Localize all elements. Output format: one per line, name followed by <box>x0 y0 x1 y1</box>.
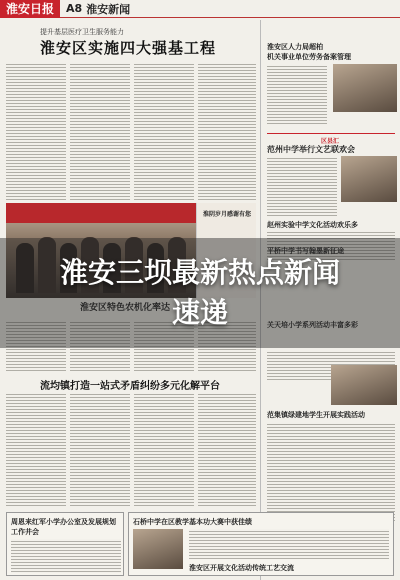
main-kicker: 提升基层医疗卫生服务能力 <box>40 28 124 36</box>
sidebar-headline-4: 平桥中学书写翰墨新征途 <box>267 247 344 255</box>
text-column <box>11 539 121 573</box>
text-column <box>134 62 194 200</box>
sidebar-headline-5: 关天培小学系列活动丰富多彩 <box>267 321 358 329</box>
title-overlay <box>0 238 400 348</box>
overlay-title: 淮安三坝最新热点新闻速递 <box>59 256 340 329</box>
edition-name: 淮安新闻 <box>86 2 131 16</box>
text-column <box>134 392 194 507</box>
lower-headline: 流均镇打造一站式矛盾纠纷多元化解平台 <box>40 381 220 392</box>
section-tag: 区县汇 <box>321 138 340 145</box>
text-column <box>267 64 327 126</box>
sidebar-photo <box>331 365 397 405</box>
sidebar-headline-2: 范州中学举行文艺联欢会 <box>267 145 355 154</box>
main-headline: 淮安区实施四大强基工程 <box>40 39 217 57</box>
text-column <box>189 529 389 559</box>
text-column <box>70 62 130 200</box>
sidebar-photo <box>341 156 397 202</box>
newspaper-logo: 淮安日报 <box>0 0 60 18</box>
text-column <box>70 392 130 507</box>
masthead <box>0 0 400 18</box>
bottom-right-box <box>128 512 394 576</box>
section-rule <box>267 133 395 134</box>
text-column <box>198 62 256 200</box>
text-column <box>6 392 66 507</box>
sidebar-headline-6: 范集镇绿建地学生开展实践活动 <box>267 411 365 419</box>
bottom-right-headline: 石桥中学在区教学基本功大赛中获佳绩 <box>133 518 252 526</box>
bottom-right-subheadline: 淮安区开展文化活动传统工艺交流 <box>189 564 294 572</box>
bottom-photo <box>133 529 183 569</box>
text-column <box>267 422 395 522</box>
sidebar-headline-3: 赵州实验中学文化活动欢乐多 <box>267 221 358 229</box>
bottom-left-headline: 周恩来红军小学办公室及发展规划工作井会 <box>11 518 116 536</box>
sidebar-subheadline-1: 机关事业单位劳务备案管理 <box>267 53 351 61</box>
mid-headline: 淮安区特色农机化率达 <box>80 303 171 313</box>
sidebar-photo <box>333 64 397 112</box>
text-column <box>198 392 256 507</box>
sidebar-headline-1: 淮安区人力局超柏 <box>267 43 323 51</box>
page-number: A8 <box>66 2 83 15</box>
text-column <box>267 156 337 216</box>
bottom-left-box <box>6 512 124 576</box>
text-column <box>6 62 66 200</box>
photo-caption: 淮阴岁月感谢有您 <box>203 211 252 218</box>
